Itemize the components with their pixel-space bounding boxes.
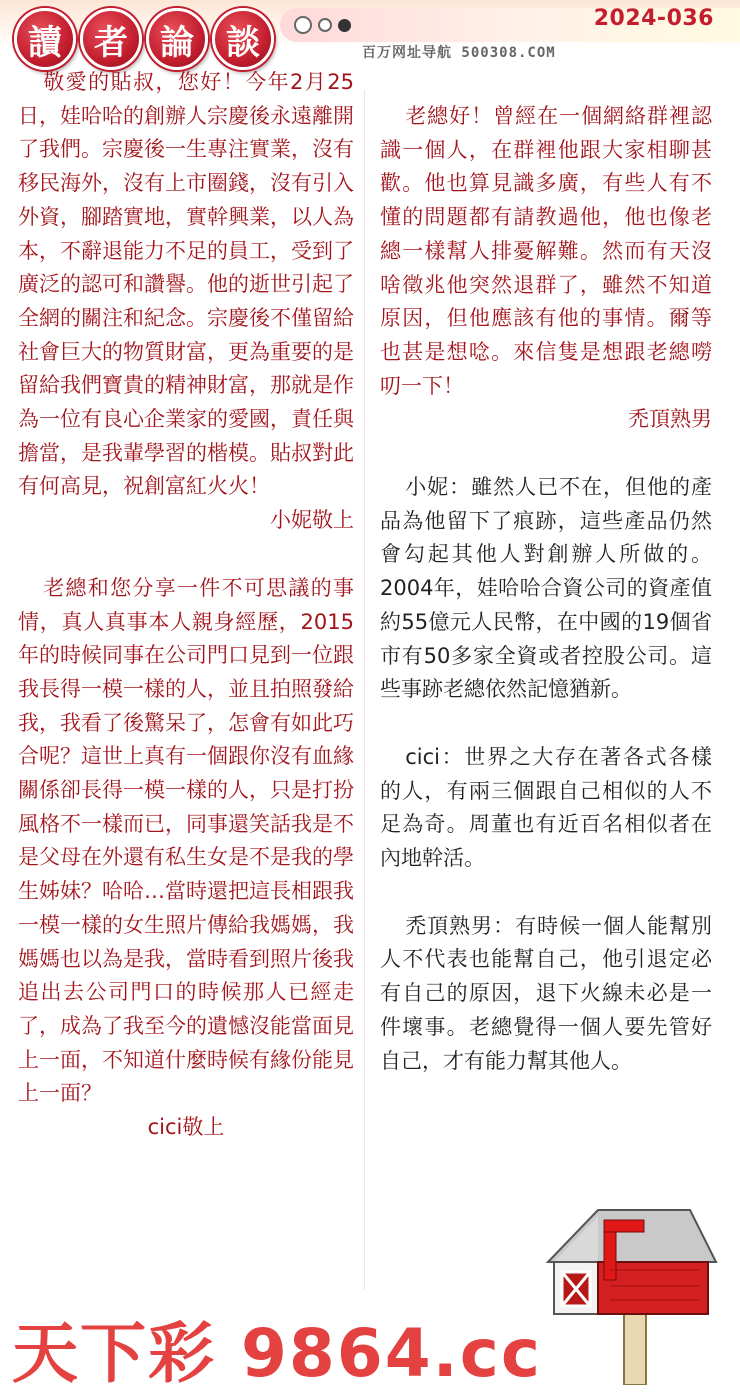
issue-number: 2024-036 bbox=[593, 6, 714, 31]
dot-icon bbox=[318, 18, 332, 32]
letter-3-body: 老總好！曾經在一個網絡群裡認識一個人，在群裡他跟大家相聊甚歡。他也算見識多廣，有些人有不懂的問題都有請教過他，他也像老總一樣幫人排憂解難。然而有天沒啥徵兆他突然退群了，雖然不知道原因，但他應該有他的事情。爾等也甚是想唸。來信隻是想跟老總嘮叨一下！ bbox=[380, 104, 712, 398]
letter-2-body: 老總和您分享一件不可思議的事情，真人真事本人親身經歷，2015年的時候同事在公司門口見到一位跟我長得一模一樣的人，並且拍照發給我，我看了後驚呆了，怎會有如此巧合呢？這世上真有一個跟你沒有血緣關係卻長得一模一樣的人，只是打扮風格不一樣而已，同事還笑話我是不是父母在外還有私生女是不是我的學生姊妹？哈哈…當時還把這長相跟我一模一樣的女生照片傳給我媽媽，我媽媽也以為是我，當時看到照片後我追出去公司門口的時候那人已經走了，成為了我至今的遺憾沒能當面見上一面，不知道什麼時候有緣份能見上一面？ bbox=[18, 575, 354, 1106]
dot-icon bbox=[338, 19, 351, 32]
mailbox-icon bbox=[540, 1200, 730, 1385]
letter-3-signature: 禿頂熟男 bbox=[628, 407, 712, 432]
title-char-3: 論 bbox=[146, 8, 208, 70]
reply-1: 小妮：雖然人已不在，但他的產品為他留下了痕跡，這些產品仍然會勾起其他人對創辦人所做的。2004年，娃哈哈合資公司的資產值約55億元人民幣，在中國的19個省市有50多家全資或者控股公司。這些事跡老總依然記憶猶新。 bbox=[380, 475, 712, 702]
nav-text: 百万网址导航 500308.COM bbox=[362, 45, 556, 61]
watermark: 天下彩 9864.cc bbox=[12, 1315, 542, 1392]
letter-2-signature: cici敬上 bbox=[147, 1115, 225, 1140]
reply-2: cici：世界之大存在著各式各樣的人，有兩三個跟自己相似的人不足為奇。周董也有近百名相似者在內地幹活。 bbox=[380, 744, 712, 871]
left-column bbox=[18, 66, 354, 1145]
title-char-4: 談 bbox=[212, 8, 274, 70]
dot-icon bbox=[294, 16, 312, 34]
title-char-2: 者 bbox=[80, 8, 142, 70]
title-char-1: 讀 bbox=[14, 8, 76, 70]
decorative-dots bbox=[294, 16, 351, 34]
reply-3: 禿頂熟男：有時候一個人能幫別人不代表也能幫自己，他引退定必有自己的原因，退下火線未必是一件壞事。老總覺得一個人要先管好自己，才有能力幫其他人。 bbox=[380, 913, 712, 1073]
letter-1-body: 敬愛的貼叔，您好！今年2月25日，娃哈哈的創辦人宗慶後永遠離開了我們。宗慶後一生專注實業，沒有移民海外，沒有上市圈錢，沒有引入外資，腳踏實地，實幹興業，以人為本，不辭退能力不足的員工，受到了廣泛的認可和讚譽。他的逝世引起了全網的關注和紀念。宗慶後不僅留給社會巨大的物質財富，更為重要的是留給我們寶貴的精神財富，那就是作為一位有良心企業家的愛國，責任與擔當，是我輩學習的楷模。貼叔對此有何高見，祝創富紅火火！ bbox=[18, 70, 354, 499]
right-column bbox=[380, 100, 712, 1078]
column-divider bbox=[364, 90, 365, 1290]
masthead bbox=[0, 0, 740, 68]
letter-1-signature: 小妮敬上 bbox=[270, 508, 354, 533]
